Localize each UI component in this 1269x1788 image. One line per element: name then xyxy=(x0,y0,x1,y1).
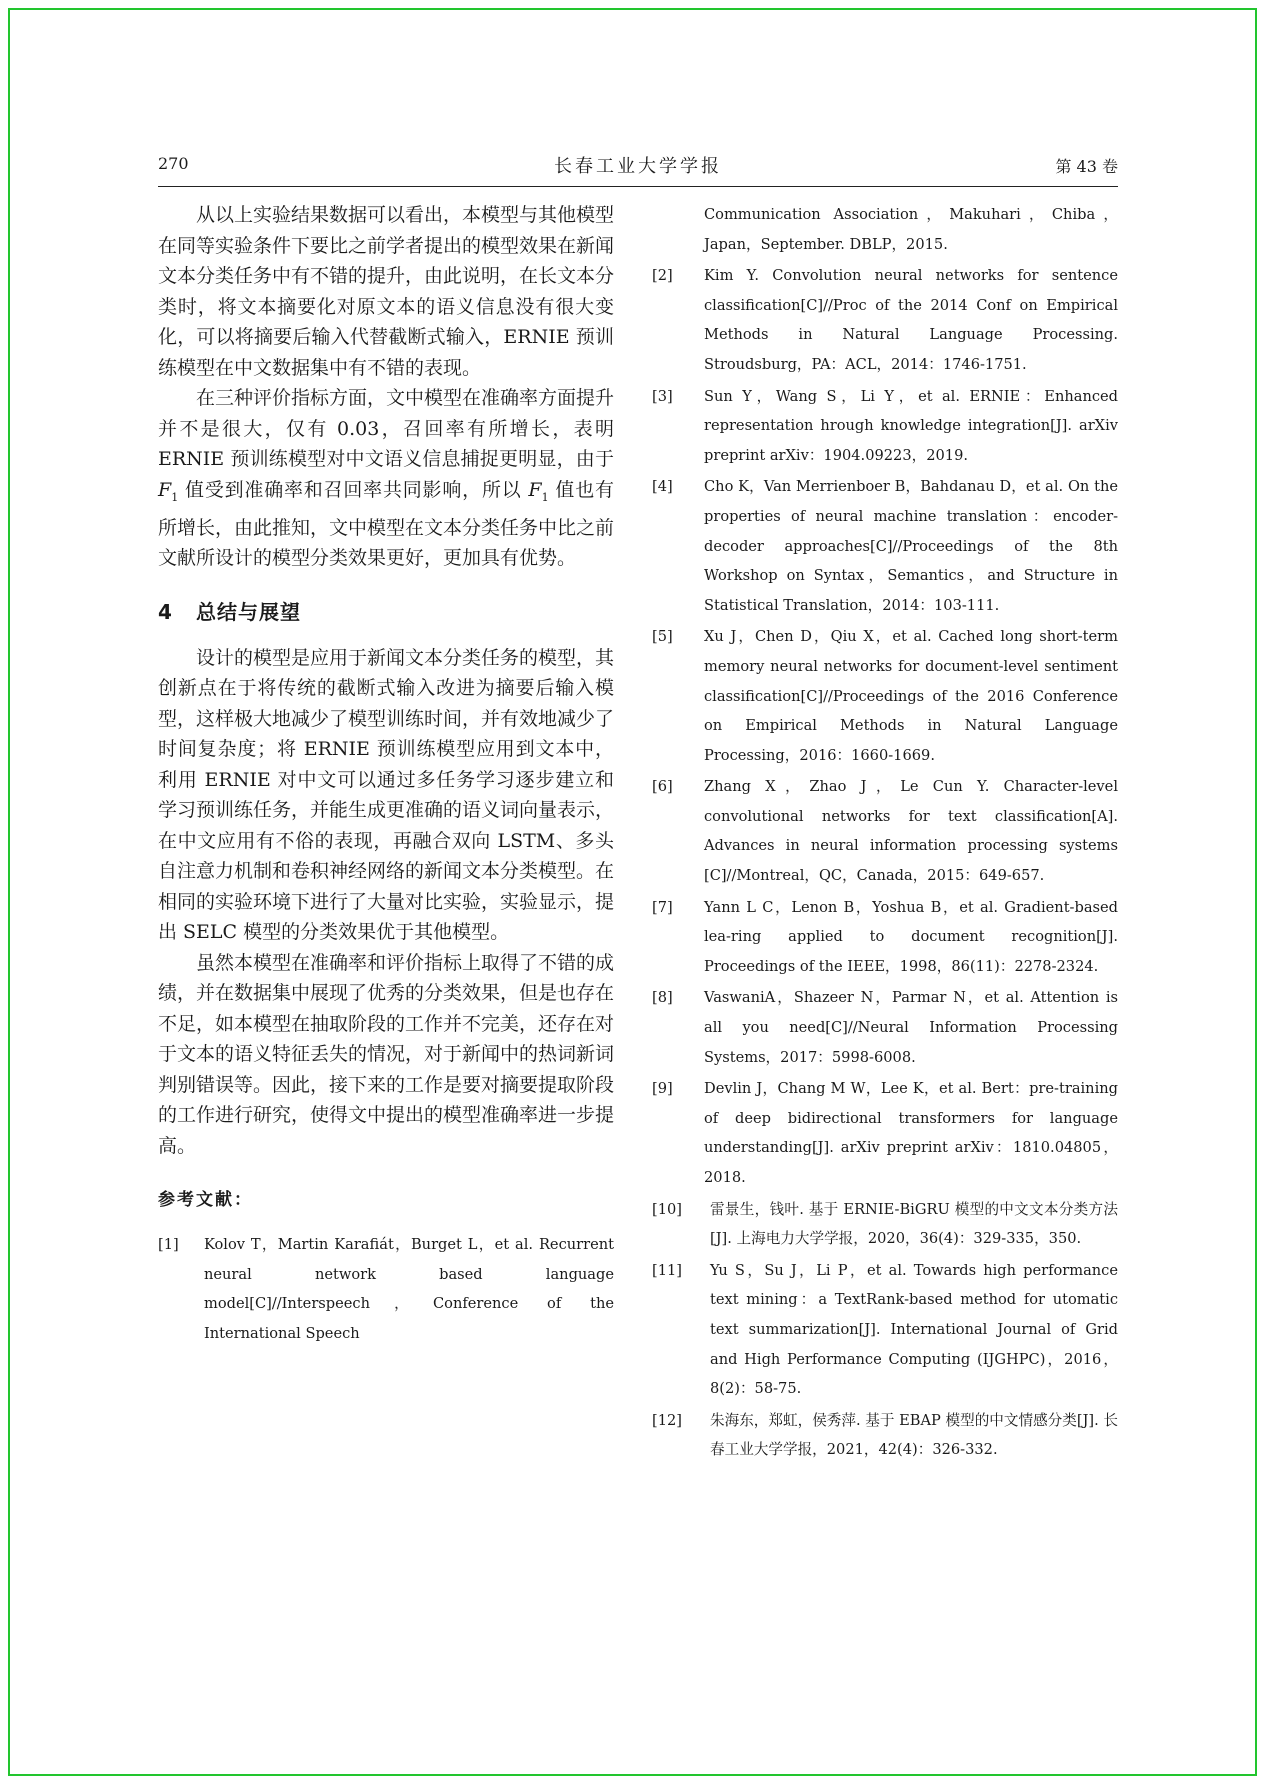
f1-symbol: F xyxy=(528,478,542,501)
reference-text: 雷景生，钱叶. 基于 ERNIE-BiGRU 模型的中文文本分类方法[J]. 上海电力大学学报，2020，36(4)：329-335，350. xyxy=(710,1200,1118,1248)
reference-text: Zhang X，Zhao J，Le Cun Y. Character-level convolutional networks for text classification[A]. Advances in neural information processing systems [C]//Montreal，QC，Canada，2015：649-657. xyxy=(704,778,1118,885)
reference-tag: [9] xyxy=(652,1080,673,1098)
reference-tag: [12] xyxy=(652,1411,682,1429)
left-column xyxy=(158,200,614,1351)
reference-tag: [1] xyxy=(158,1236,179,1254)
section-heading xyxy=(158,596,614,625)
section-title: 总结与展望 xyxy=(196,599,301,624)
reference-item xyxy=(652,622,1118,770)
reference-tag: [6] xyxy=(652,778,673,796)
reference-item xyxy=(652,1195,1118,1254)
reference-text: Sun Y，Wang S，Li Y，et al. ERNIE：Enhanced representation hrough knowledge integration[J]. arXiv preprint arXiv：1904.09223，2019. xyxy=(704,387,1118,464)
reference-tag: [11] xyxy=(652,1261,682,1279)
references-heading: 参考文献： xyxy=(158,1190,253,1211)
page-number: 270 xyxy=(158,154,189,173)
reference-item xyxy=(652,893,1118,982)
reference-item xyxy=(158,1230,614,1348)
reference-text: Yu S，Su J，Li P，et al. Towards high performance text mining：a TextRank-based method for utomatic text summarization[J]. International Journal of Grid and High Performance Computing (IJGHPC)，2016，8(2)：58-75. xyxy=(710,1261,1118,1398)
volume-label: 第 43 卷 xyxy=(1055,157,1118,176)
running-header xyxy=(158,152,1118,182)
reference-item xyxy=(652,261,1118,379)
paragraph-text: 值受到准确率和召回率共同影响，所以 xyxy=(178,478,529,501)
reference-text: Yann L C，Lenon B，Yoshua B，et al. Gradient-based lea-ring applied to document recognition[J]. Proceedings of the IEEE，1998，86(11)：2278-2324. xyxy=(704,898,1118,975)
journal-title: 长春工业大学学报 xyxy=(554,156,722,177)
reference-item xyxy=(652,1406,1118,1465)
reference-item xyxy=(652,472,1118,620)
reference-item xyxy=(652,983,1118,1072)
reference-text: Xu J，Chen D，Qiu X，et al. Cached long short-term memory neural networks for document-level sentiment classification[C]//Proceedings of the 2016 Conference on Empirical Methods in Natural Language Processing，2016：1660-1669. xyxy=(704,628,1118,764)
paragraph-text: 值也有所增长，由此推知，文中模型在文本分类任务中比之前文献所设计的模型分类效果更好，更加具有优势。 xyxy=(158,478,615,570)
reference-tag: [8] xyxy=(652,989,673,1007)
reference-tag: [5] xyxy=(652,628,673,646)
paragraph: 虽然本模型在准确率和评价指标上取得了不错的成绩，并在数据集中展现了优秀的分类效果，但是也存在不足，如本模型在抽取阶段的工作并不完美，还存在对于文本的语义特征丢失的情况，对于新闻中的热词新词判别错误等。因此，接下来的工作是要对摘要提取阶段的工作进行研究，使得文中提出的模型准确率进一步提高。 xyxy=(158,951,615,1157)
reference-text: Communication Association，Makuhari，Chiba，Japan，September. DBLP，2015. xyxy=(704,206,1118,253)
reference-tag: [10] xyxy=(652,1200,682,1218)
f1-subscript: 1 xyxy=(541,490,549,504)
header-rule xyxy=(158,186,1118,187)
reference-item xyxy=(652,1256,1118,1404)
reference-text: Kolov T，Martin Karafiát，Burget L，et al. Recurrent neural network based language model[C]//Interspeech，Conference of the International Speech xyxy=(204,1236,614,1343)
reference-item xyxy=(652,772,1118,890)
reference-tag: [2] xyxy=(652,267,673,285)
reference-text: Kim Y. Convolution neural networks for sentence classification[C]//Proc of the 2014 Conf on Empirical Methods in Natural Language Processing. Stroudsburg，PA：ACL，2014：1746-1751. xyxy=(704,267,1118,373)
reference-item xyxy=(652,200,1118,259)
f1-symbol: F xyxy=(158,478,172,501)
paragraph-text: 在三种评价指标方面，文中模型在准确率方面提升并不是很大，仅有 0.03，召回率有所增长，表明 ERNIE 预训练模型对中文语义信息捕捉更明显，由于 xyxy=(158,387,615,470)
reference-item xyxy=(652,382,1118,471)
reference-text: 朱海东，郑虹，侯秀萍. 基于 EBAP 模型的中文情感分类[J]. 长春工业大学学报，2021，42(4)：326-332. xyxy=(710,1411,1118,1459)
paragraph xyxy=(158,383,614,574)
reference-item xyxy=(652,1074,1118,1192)
paragraph: 设计的模型是应用于新闻文本分类任务的模型，其创新点在于将传统的截断式输入改进为摘要后输入模型，这样极大地减少了模型训练时间，并有效地减少了时间复杂度；将 ERNIE 预训练模型应用到文本中，利用 ERNIE 对中文可以通过多任务学习逐步建立和学习预训练任务，并能生成更准确的语义词向量表示，在中文应用有不俗的表现，再融合双向 LSTM、多头自注意力机制和卷积神经网络的新闻文本分类模型。在相同的实验环境下进行了大量对比实验，实验显示，提出 SELC 模型的分类效果优于其他模型。 xyxy=(158,646,615,944)
reference-text: VaswaniA，Shazeer N，Parmar N，et al. Attention is all you need[C]//Neural Information Processing Systems，2017：5998-6008. xyxy=(704,989,1118,1066)
reference-tag: [7] xyxy=(652,898,673,916)
paragraph: 从以上实验结果数据可以看出，本模型与其他模型在同等实验条件下要比之前学者提出的模型效果在新闻文本分类任务中有不错的提升，由此说明，在长文本分类时，将文本摘要化对原文本的语义信息没有很大变化，可以将摘要后输入代替截断式输入，ERNIE 预训练模型在中文数据集中有不错的表现。 xyxy=(158,204,615,379)
section-number: 4 xyxy=(158,599,173,624)
reference-tag: [4] xyxy=(652,478,673,496)
reference-text: Cho K，Van Merrienboer B，Bahdanau D，et al. On the properties of neural machine translation：encoder-decoder approaches[C]//Proceedings of the 8th Workshop on Syntax，Semantics，and Structure in Statistical Translation，2014：103-111. xyxy=(704,478,1118,614)
f1-subscript: 1 xyxy=(171,490,179,504)
right-column xyxy=(652,200,1118,1467)
reference-text: Devlin J，Chang M W，Lee K，et al. Bert：pre-training of deep bidirectional transformers for language understanding[J]. arXiv preprint arXiv：1810.04805，2018. xyxy=(704,1080,1118,1186)
reference-tag: [3] xyxy=(652,387,673,405)
